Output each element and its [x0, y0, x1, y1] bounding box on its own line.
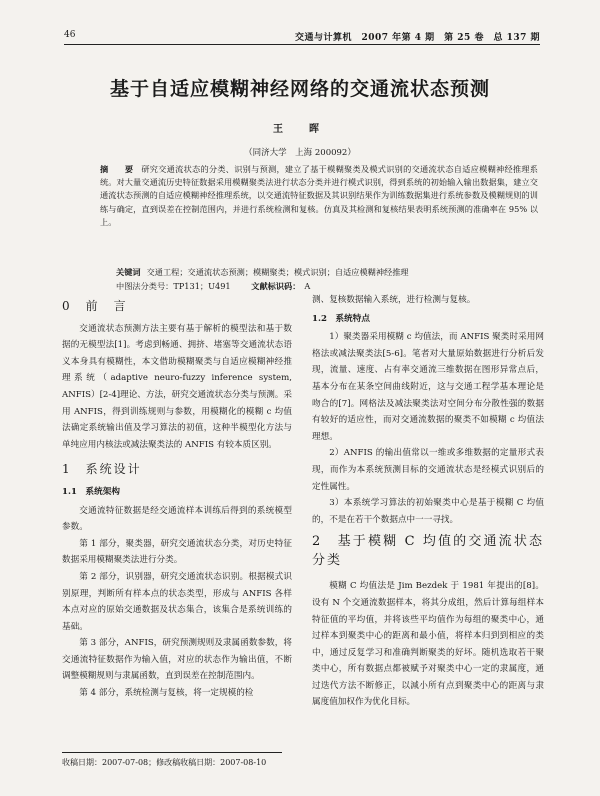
paragraph: 3）本系统学习算法的初始聚类中心是基于模糊 C 均值的，不是在若干个数据点中一一寻找。 [312, 498, 544, 525]
keywords [116, 266, 538, 279]
keywords-text: 交通工程；交通流状态预测；模糊聚类；模式识别；自适应模糊神经推理 [146, 267, 409, 277]
paragraph: 交通流特征数据是经交通流样本训练后得到的系统模型参数。 [62, 505, 292, 533]
abstract-label: 摘 要 [100, 164, 138, 174]
paragraph: 交通流状态预测方法主要有基于解析的模型法和基于数据的无模型法[1]。考虑到畅通、拥挤、堵塞等交通流状态语义本身具有模糊性，本文借助模糊聚类与自适应模糊神经推理系统（adaptive neuro-fuzzy inference system, ANFIS）[2-4]理论、方法，研究交通流状态分类与预测。采用 ANFIS，得到训练规则与参数，用模糊化的模糊 c 均值法确定系统输出值及学习算法的初值，这种半模型化方法与单纯应用内核法或减法聚类法的 ANFIS 有较本质区别。 [62, 323, 292, 450]
paragraph: 1）聚类器采用模糊 c 均值法，而 ANFIS 聚类时采用网格法或减法聚类法[5-6]。笔者对大量原始数据进行分析后发现，流量、速度、占有率交通流三维数据在图形异常点后，基本分布在某条空间曲线附近，这与交通工程学基本理论是吻合的[7]。网格法及减法聚类法对空间分布分散性强的数据有较好的适应性，而对交通流数据的聚类不如模糊 c 均值法理想。 [312, 332, 544, 442]
subsection-heading: 1.2 系统特点 [312, 313, 370, 324]
paper-title: 基于自适应模糊神经网络的交通流状态预测 [109, 78, 490, 100]
paragraph: 第 1 部分，聚类器，研究交通流状态分类，对历史特征数据采用模糊聚类法进行分类。 [62, 538, 292, 566]
author-name: 王 晖 [273, 124, 327, 135]
abstract-text: 研究交通流状态的分类、识别与预测，建立了基于模糊聚类及模式识别的交通流状态自适应模糊神经推理系统。对大量交通流历史特征数据采用模糊聚类法进行状态分类并进行模式识别，得到系统的初始输入输出数据集，建立交通流状态预测的自适应模糊神经推理系统，以交通流特征数据及其识别结果作为训练数据集进行系统参数及模糊规则的训练与确定，直到误差在控制范围内，并进行系统检测和复核。仿真及其检测和复核结果表明系统预测的准确率在 95% 以上。 [100, 164, 538, 227]
doc-code-label: 文献标识码： [251, 281, 301, 291]
paragraph: 2）ANFIS 的输出值常以一维或多维数据的定量形式表现，而作为本系统预测目标的交通流状态是经模式识别后的定性属性。 [312, 448, 544, 492]
doc-code-value: A [304, 281, 311, 291]
paragraph: 第 3 部分，ANFIS，研究预测规则及隶属函数参数，将交通流特征数据作为输入值，对应的状态作为输出值，不断调整模糊规则与隶属函数，直到误差在控制范围内。 [62, 638, 292, 682]
journal-info: 交通与计算机 2007 年第 4 期 第 25 卷 总 137 期 [294, 33, 540, 43]
section-heading-system-design: 1 系统设计 [62, 462, 142, 477]
clc-label: 中图法分类号： [116, 281, 174, 291]
section-heading-introduction: 0 前 言 [62, 299, 128, 313]
paragraph: 测、复核数据输入系统，进行检测与复核。 [312, 295, 476, 305]
keywords-label: 关键词 [116, 267, 141, 277]
page-number: 46 [64, 30, 76, 40]
subsection-heading: 1.1 系统架构 [62, 486, 120, 497]
section-heading-fcm-classification: 2 基于模糊 C 均值的交通流状态分类 [312, 534, 544, 569]
paragraph: 第 2 部分，识别器，研究交通流状态识别。根据模式识别原理，判断所有样本点的状态类型，形成与 ANFIS 各样本点对应的原始交通数据及状态集合，该集合是系统训练的基础。 [62, 571, 292, 632]
right-column [312, 292, 544, 711]
clc-value: TP131；U491 [173, 281, 231, 291]
paragraph: 模糊 C 均值法是 Jim Bezdek 于 1981 年提出的[8]。设有 N 个交通流数据样本，将其分成组，然后计算每组样本特征值的平均值，并将该些平均值作为每组的聚类中心，通过样本到聚类中心的距离和最小值，将样本归到到相应的类中，通过反复学习和准确判断聚类的好坏。随机选取若干聚类中心，所有数据点都被赋予对聚类中心一定的隶属度，通过迭代方法不断修正，以減小所有点到聚类中心的距离与隶属度值加权作为优化目标。 [312, 581, 544, 708]
received-date-footnote: 收稿日期：2007-07-08；修改稿收稿日期：2007-08-10 [62, 752, 282, 768]
author-affiliation: （同济大学 上海 200092） [244, 148, 356, 158]
left-column [62, 294, 292, 702]
running-header [64, 30, 540, 45]
abstract [100, 163, 538, 229]
paragraph: 第 4 部分，系统检测与复核，将一定规模的检 [79, 688, 254, 699]
